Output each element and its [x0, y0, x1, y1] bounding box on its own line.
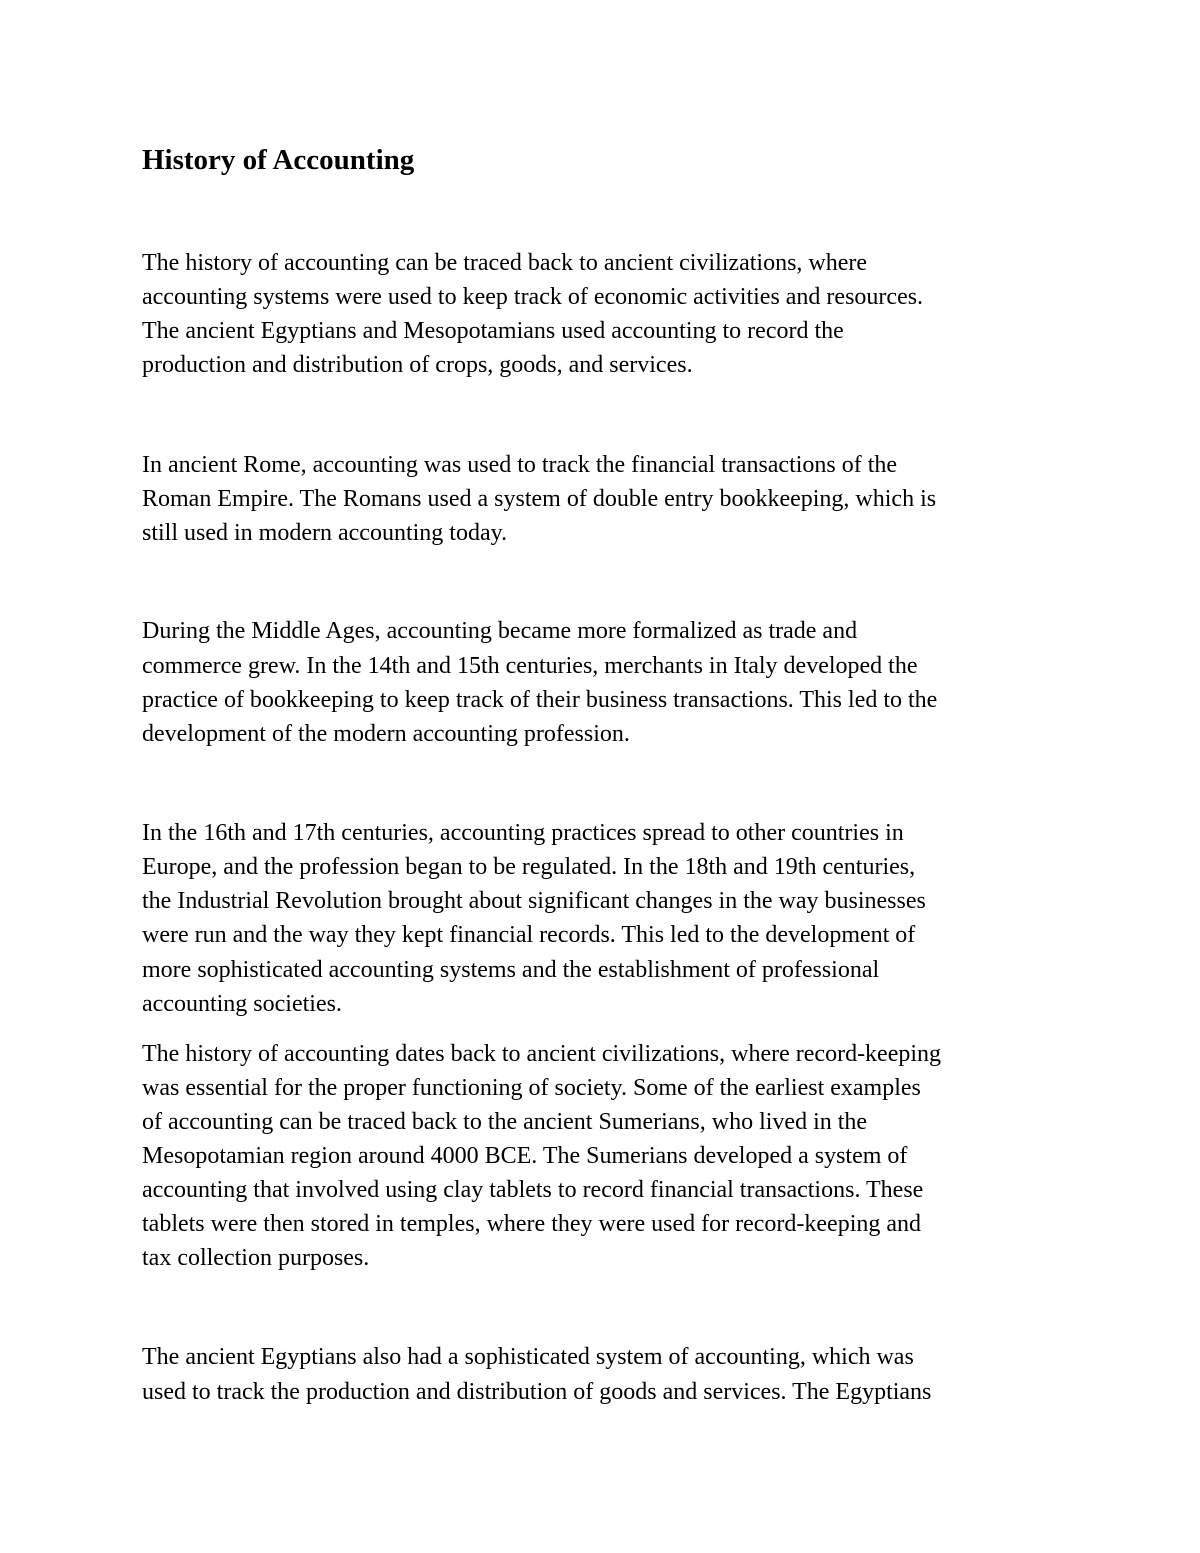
paragraph-5-line-5: accounting that involved using clay tablets to record financial transactions. These	[142, 1177, 924, 1203]
paragraph-5-line-3: of accounting can be traced back to the ancient Sumerians, who lived in the	[142, 1109, 868, 1135]
paragraph-4-line-4: were run and the way they kept financial records. This led to the development of	[142, 922, 916, 948]
paragraph-4-line-1: In the 16th and 17th centuries, accounting practices spread to other countries in	[142, 820, 904, 846]
paragraph-5-line-2: was essential for the proper functioning of society. Some of the earliest examples	[142, 1075, 921, 1101]
paragraph-6-line-2: used to track the production and distribution of goods and services. The Egyptians	[142, 1379, 932, 1405]
paragraph-1-line-3: The ancient Egyptians and Mesopotamians used accounting to record the	[142, 318, 844, 344]
document-body	[142, 0, 1072, 1553]
paragraph-3-line-1: During the Middle Ages, accounting became more formalized as trade and	[142, 618, 858, 644]
paragraph-4-line-6: accounting societies.	[142, 991, 342, 1017]
paragraph-4-line-2: Europe, and the profession began to be regulated. In the 18th and 19th centuries,	[142, 854, 916, 880]
paragraph-4-line-3: the Industrial Revolution brought about significant changes in the way businesses	[142, 888, 926, 914]
paragraph-5-line-6: tablets were then stored in temples, where they were used for record-keeping and	[142, 1211, 922, 1237]
paragraph-2-line-1: In ancient Rome, accounting was used to track the financial transactions of the	[142, 452, 898, 478]
document-title: History of Accounting	[142, 144, 415, 176]
paragraph-4-line-5: more sophisticated accounting systems and the establishment of professional	[142, 957, 880, 983]
paragraph-2-line-2: Roman Empire. The Romans used a system of double entry bookkeeping, which is	[142, 486, 937, 512]
paragraph-1-line-1: The history of accounting can be traced back to ancient civilizations, where	[142, 250, 868, 276]
paragraph-3-line-2: commerce grew. In the 14th and 15th centuries, merchants in Italy developed the	[142, 653, 918, 679]
paragraph-3-line-3: practice of bookkeeping to keep track of their business transactions. This led to the	[142, 687, 938, 713]
paragraph-5-line-4: Mesopotamian region around 4000 BCE. The Sumerians developed a system of	[142, 1143, 908, 1169]
paragraph-1-line-2: accounting systems were used to keep track of economic activities and resources.	[142, 284, 924, 310]
paragraph-1-line-4: production and distribution of crops, goods, and services.	[142, 352, 693, 378]
paragraph-3-line-4: development of the modern accounting profession.	[142, 721, 630, 747]
paragraph-6-line-1: The ancient Egyptians also had a sophisticated system of accounting, which was	[142, 1344, 914, 1370]
paragraph-5-line-7: tax collection purposes.	[142, 1245, 370, 1271]
paragraph-5-line-1: The history of accounting dates back to ancient civilizations, where record-keeping	[142, 1041, 942, 1067]
paragraph-2-line-3: still used in modern accounting today.	[142, 520, 508, 546]
